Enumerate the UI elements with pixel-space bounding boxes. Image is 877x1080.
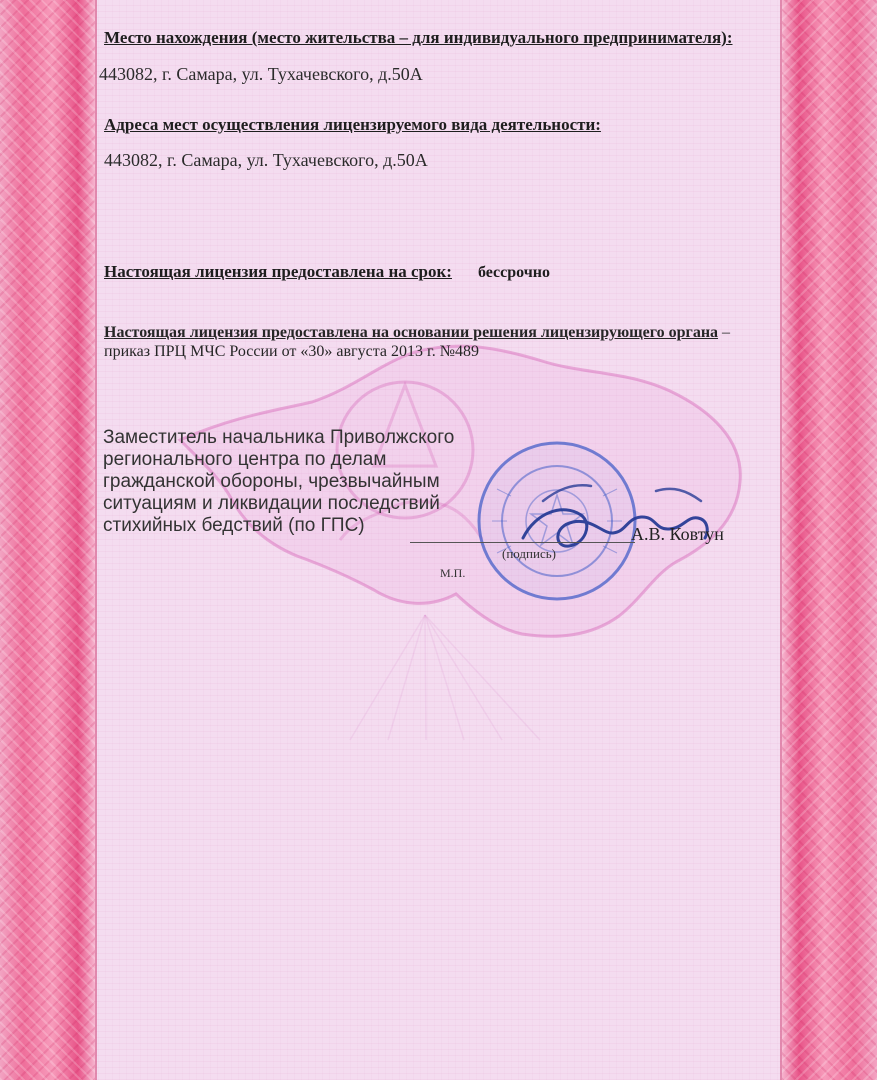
signatory-line: гражданской обороны, чрезвычайным: [103, 471, 440, 492]
signatory-line: стихийных бедствий (по ГПС): [103, 515, 365, 536]
activity-address-value: 443082, г. Самара, ул. Тухачевского, д.50А: [104, 150, 428, 170]
ornamental-border-left: [0, 0, 95, 1080]
basis-label: Настоящая лицензия предоставлена на основании решения лицензирующего органа: [104, 324, 719, 341]
signatory-line: регионального центра по делам: [103, 449, 387, 470]
signature-line: [410, 542, 635, 543]
license-content: [95, 0, 782, 1080]
stamp-place-label: М.П.: [440, 566, 466, 580]
ornamental-border-right: [782, 0, 877, 1080]
signatory-position: [103, 427, 463, 537]
signatory-line: ситуациям и ликвидации последствий: [103, 493, 440, 514]
license-basis: [104, 323, 754, 361]
term-label: Настоящая лицензия предоставлена на срок:: [104, 262, 452, 281]
basis-value: – приказ ПРЦ МЧС России от «30» августа 2013 г. №489: [104, 324, 731, 360]
term-value: бессрочно: [477, 264, 550, 281]
license-term-row: [104, 262, 550, 282]
signatory-line: Заместитель начальника Приволжского: [103, 427, 455, 448]
activity-address-label: Адреса мест осуществления лицензируемого вида деятельности:: [104, 115, 601, 134]
location-label: Место нахождения (место жительства – для индивидуального предпринимателя):: [104, 28, 733, 47]
signature-caption: (подпись): [502, 546, 556, 561]
location-value: 443082, г. Самара, ул. Тухачевского, д.50А: [99, 64, 423, 84]
signer-name: А.В. Ковтун: [631, 524, 724, 544]
